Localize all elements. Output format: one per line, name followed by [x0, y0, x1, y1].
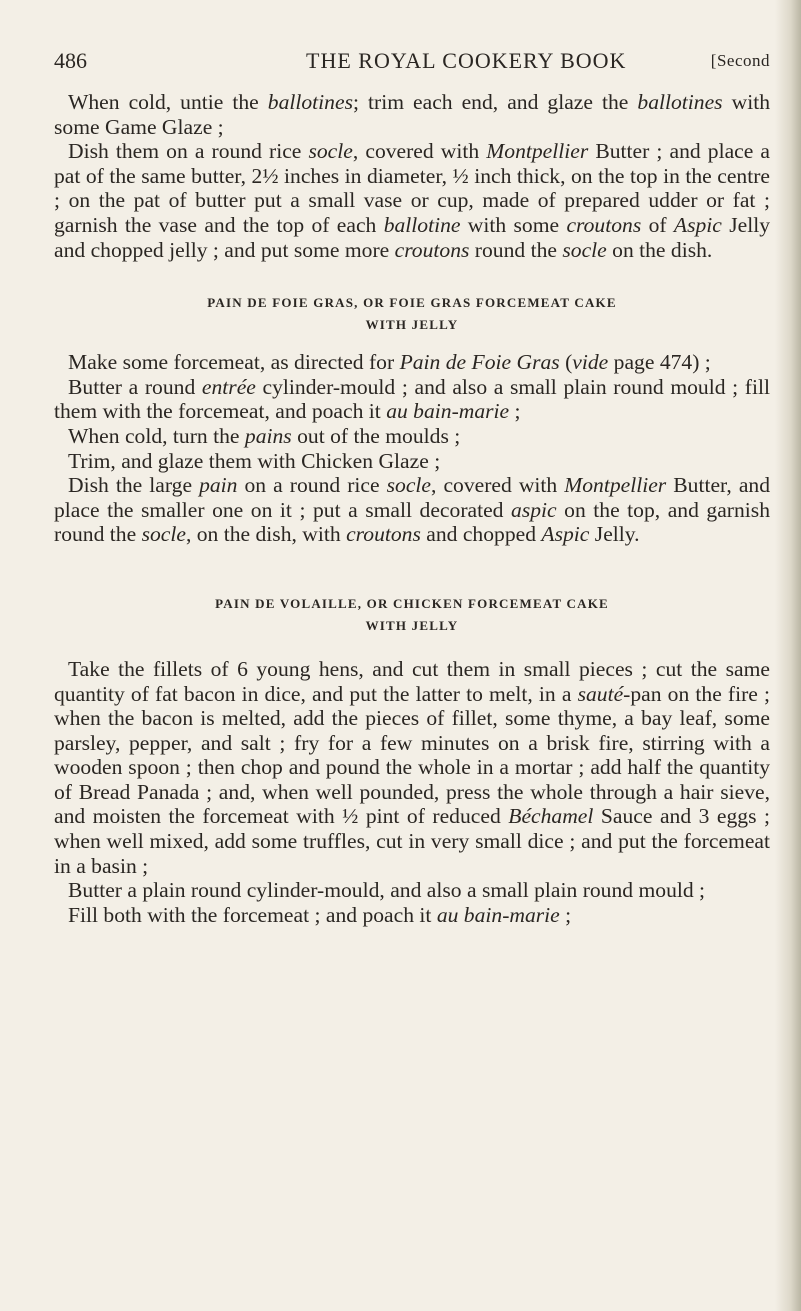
section-heading-foie-gras: PAIN DE FOIE GRAS, OR FOIE GRAS FORCEMEAT CAKE WITH JELLY: [207, 295, 617, 333]
paragraph: Butter a round entrée cylinder-mould ; and also a small plain round mould ; fill them with the forcemeat, and poach it au bain-marie ;: [54, 374, 770, 424]
paragraph: Trim, and glaze them with Chicken Glaze ;: [68, 448, 441, 473]
book-page: [54, 40, 770, 927]
section-body-volaille: [54, 657, 770, 928]
paragraph: Fill both with the forcemeat ; and poach it au bain-marie ;: [68, 902, 572, 927]
section-body-foie-gras: [54, 350, 770, 547]
running-title: THE ROYAL COOKERY BOOK: [306, 48, 627, 73]
page-edge-shadow: [775, 0, 801, 1311]
page-number: 486: [54, 48, 87, 73]
section-heading-volaille: PAIN DE VOLAILLE, OR CHICKEN FORCEMEAT CAKE WITH JELLY: [215, 595, 609, 633]
paragraph: When cold, untie the ballotines; trim each end, and glaze the ballotines with some Game Glaze ;: [54, 90, 770, 139]
paragraph: When cold, turn the pains out of the moulds ;: [68, 423, 461, 448]
paragraph: Dish the large pain on a round rice socle, covered with Montpellier Butter, and place the smaller one on it ; put a small decorated aspic on the top, and garnish round the socle, on the dish, with croutons and chopped Aspic Jelly.: [54, 473, 770, 547]
section-marker: [Second: [710, 51, 770, 70]
paragraph: Make some forcemeat, as directed for Pain de Foie Gras (vide page 474) ;: [68, 350, 711, 375]
paragraph: Dish them on a round rice socle, covered with Montpellier Butter ; and place a pat of the same butter, 2½ inches in diameter, ½ inch thick, on the top in the centre ; on the pat of butter put a small vase or cup, made of prepared udder or fat ; garnish the vase and the top of each ballotine with some croutons of Aspic Jelly and chopped jelly ; and put some more croutons round the socle on the dish.: [54, 139, 771, 262]
paragraph: Take the fillets of 6 young hens, and cut them in small pieces ; cut the same quantity of fat bacon in dice, and put the latter to melt, in a sauté-pan on the fire ; when the bacon is melted, add the pieces of fillet, some thyme, a bay leaf, some parsley, pepper, and salt ; fry for a few minutes on a brisk fire, stirring with a wooden spoon ; then chop and pound the whole in a mortar ; add half the quantity of Bread Panada ; and, when well pounded, press the whole through a hair sieve, and moisten the forcemeat with ½ pint of reduced Béchamel Sauce and 3 eggs ; when well mixed, add some truffles, cut in very small dice ; and put the forcemeat in a basin ;: [54, 656, 771, 878]
running-header: [54, 40, 770, 80]
paragraph: Butter a plain round cylinder-mould, and also a small plain round mould ;: [68, 878, 706, 903]
intro-text: [54, 90, 770, 262]
